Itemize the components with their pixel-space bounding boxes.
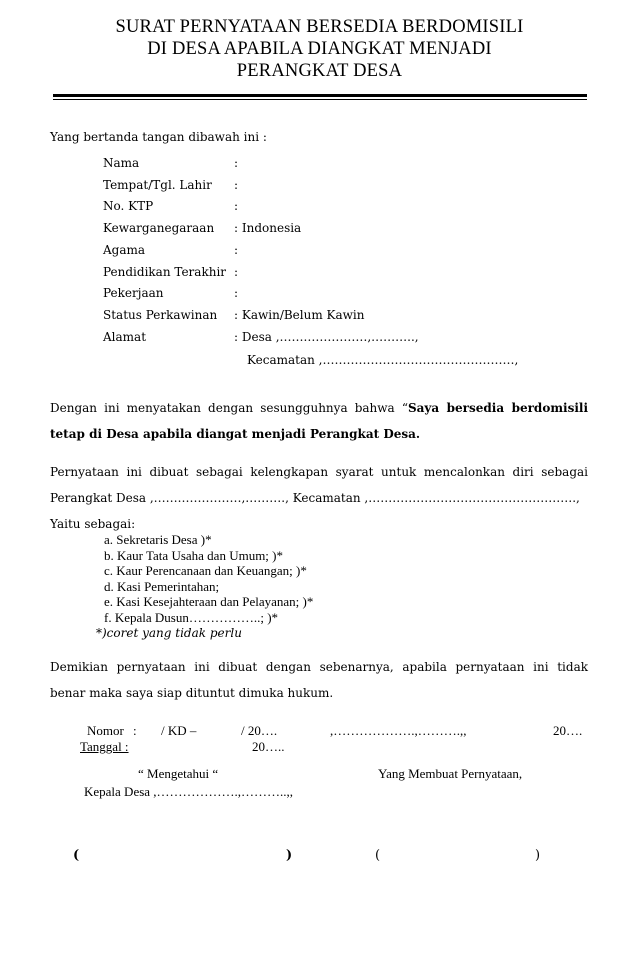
position-item: b. Kaur Tata Usaha dan Umum; )* — [104, 547, 283, 563]
field-label: Tempat/Tgl. Lahir — [103, 177, 212, 192]
field-value: : — [234, 177, 239, 192]
title-line-1: SURAT PERNYATAAN BERSEDIA BERDOMISILI — [115, 17, 524, 37]
tanggal-line — [80, 740, 284, 754]
nomor-kd: / KD – — [161, 723, 197, 738]
pembuat-label: Yang Membuat Pernyataan, — [378, 766, 523, 781]
field-value: : — [234, 242, 239, 257]
kepala-desa-label: Kepala Desa ,……………….,………..,, — [84, 784, 294, 799]
position-item: a. Sekretaris Desa )* — [104, 532, 212, 547]
declaration-bold-1: Saya bersedia berdomisili — [407, 401, 589, 415]
field-value: : Kawin/Belum Kawin — [234, 307, 365, 322]
alamat-kecamatan: Kecamatan ,…………………………………………, — [247, 353, 519, 367]
field-label: Pendidikan Terakhir — [103, 264, 227, 279]
field-label: No. KTP — [103, 199, 154, 214]
document-title — [0, 16, 639, 82]
tanggal-year: 20….. — [252, 739, 285, 754]
declaration-prefix: Dengan ini menyatakan dengan sesungguhnya bahwa “ — [50, 401, 408, 415]
field-value: : Desa ,…….……………,……….., — [234, 329, 419, 344]
sign-left-open: ( — [73, 848, 80, 863]
place-date: ,……………….,……….,, — [330, 723, 467, 738]
sign-right-close: ) — [535, 848, 541, 863]
sign-right-open: ( — [375, 848, 381, 863]
declaration-bold-2: tetap di Desa apabila diangat menjadi Perangkat Desa. — [50, 427, 421, 441]
purpose-line-2: Perangkat Desa ,…….……………,………., Kecamatan ,……………………………………………., — [50, 491, 580, 505]
field-label: Kewarganegaraan — [103, 221, 215, 236]
field-value: : — [234, 199, 239, 214]
purpose-line-3: Yaitu sebagai: — [50, 517, 136, 531]
closing-line-2: benar maka saya siap dituntut dimuka hukum. — [50, 686, 334, 700]
title-line-2: DI DESA APABILA DIANGKAT MENJADI — [147, 39, 492, 59]
field-value: : — [234, 264, 239, 279]
intro-text: Yang bertanda tangan dibawah ini : — [50, 130, 267, 144]
field-label: Status Perkawinan — [103, 307, 218, 322]
title-line-3: PERANGKAT DESA — [236, 61, 403, 81]
field-label: Alamat — [103, 329, 147, 344]
field-value: : — [234, 156, 239, 170]
field-value: : — [234, 286, 239, 301]
purpose-paragraph — [50, 459, 588, 537]
field-value: : Indonesia — [234, 221, 302, 236]
nomor-colon: : — [133, 723, 137, 738]
position-item: c. Kaur Perencanaan dan Keuangan; )* — [104, 563, 307, 578]
nomor-year: / 20…. — [241, 723, 278, 738]
declaration-paragraph — [50, 395, 588, 447]
purpose-line-1: Pernyataan ini dibuat sebagai kelengkapan syarat untuk mencalonkan diri sebagai — [50, 465, 588, 479]
sign-left-close: ) — [286, 848, 293, 863]
field-label: Nama — [103, 156, 140, 170]
nomor-label: Nomor — [87, 723, 124, 738]
title-rule-thin — [53, 99, 587, 100]
strike-note: *)coret yang tidak perlu — [96, 626, 242, 640]
position-item: f. Kepala Dusun……………..; )* — [104, 609, 279, 625]
closing-paragraph — [50, 654, 588, 706]
tanggal-label: Tanggal : — [80, 739, 129, 754]
field-label: Pekerjaan — [103, 286, 164, 301]
field-label: Agama — [103, 242, 146, 257]
mengetahui-label: “ Mengetahui “ — [138, 766, 219, 781]
place-year: 20…. — [553, 723, 583, 738]
title-rule-thick — [53, 94, 587, 97]
closing-line-1: Demikian pernyataan ini dibuat dengan sebenarnya, apabila pernyataan ini tidak — [50, 660, 588, 674]
position-item: e. Kasi Kesejahteraan dan Pelayanan; )* — [104, 594, 314, 609]
position-item: d. Kasi Pemerintahan; — [104, 578, 220, 594]
